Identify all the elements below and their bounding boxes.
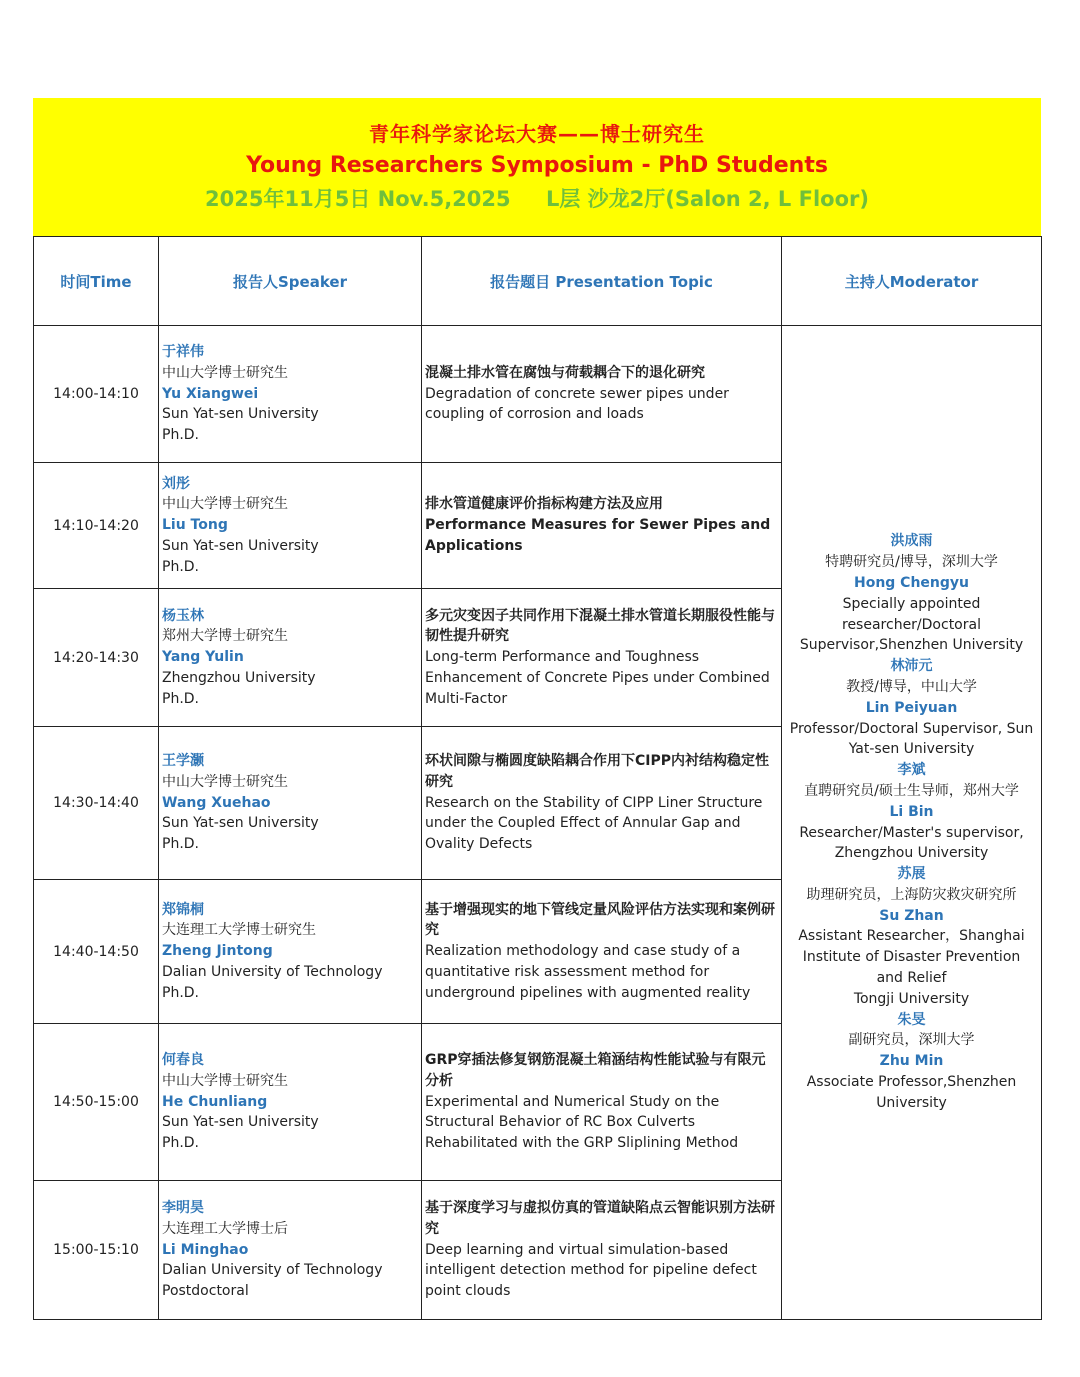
speaker-affiliation-cn: 中山大学博士研究生 xyxy=(162,496,288,513)
moderator-cell xyxy=(782,326,1042,1320)
schedule-table xyxy=(33,236,1042,1320)
time-slot: 14:10-14:20 xyxy=(34,463,159,589)
header-topic: 报告题目 Presentation Topic xyxy=(422,237,782,326)
speaker-name-cn: 于祥伟 xyxy=(162,344,204,360)
topic-en: Deep learning and virtual simulation-based intelligent detection method for pipeline defect point clouds xyxy=(425,1241,757,1300)
topic-en: Research on the Stability of CIPP Liner Structure under the Coupled Effect of Annular Gap and Ovality Defects xyxy=(425,794,763,853)
speaker-degree: Postdoctoral xyxy=(162,1283,249,1300)
topic-en: Realization methodology and case study of a quantitative risk assessment method for underground pipelines with augmented reality xyxy=(425,943,751,1001)
event-date: 2025年11月5日 Nov.5,2025 xyxy=(205,187,511,211)
speaker-name-en: Li Minghao xyxy=(162,1241,249,1258)
time-slot: 14:20-14:30 xyxy=(34,589,159,727)
moderator-name-cn: 李斌 xyxy=(897,762,926,779)
speaker-affiliation-en: Sun Yat-sen University xyxy=(162,1114,319,1131)
speaker-cell xyxy=(159,727,422,880)
speaker-cell xyxy=(159,589,422,727)
speaker-degree: Ph.D. xyxy=(162,836,199,853)
topic-cell xyxy=(422,727,782,880)
speaker-cell xyxy=(159,463,422,589)
speaker-affiliation-en: Dalian University of Technology xyxy=(162,1262,383,1279)
speaker-cell xyxy=(159,880,422,1024)
topic-cn: 混凝土排水管在腐蚀与荷载耦合下的退化研究 xyxy=(425,364,705,381)
header-time: 时间Time xyxy=(34,237,159,326)
speaker-name-cn: 李明昊 xyxy=(162,1200,204,1216)
speaker-affiliation-cn: 大连理工大学博士后 xyxy=(162,1220,288,1237)
speaker-cell xyxy=(159,1181,422,1320)
topic-cell xyxy=(422,463,782,589)
speaker-degree: Ph.D. xyxy=(162,1135,199,1152)
table-header-row xyxy=(34,237,1042,326)
moderator-name-cn: 朱旻 xyxy=(897,1011,926,1028)
speaker-affiliation-en: Dalian University of Technology xyxy=(162,963,383,980)
topic-en: Degradation of concrete sewer pipes under coupling of corrosion and loads xyxy=(425,385,729,423)
speaker-name-cn: 刘彤 xyxy=(162,475,190,492)
date-venue-line xyxy=(33,182,1041,216)
moderator-title-en: Associate Professor,Shenzhen University xyxy=(806,1074,1017,1111)
speaker-name-en: He Chunliang xyxy=(162,1093,268,1110)
time-slot: 14:30-14:40 xyxy=(34,727,159,880)
header-speaker: 报告人Speaker xyxy=(159,237,422,326)
moderator-name-cn: 苏展 xyxy=(897,866,926,883)
speaker-affiliation-cn: 大连理工大学博士研究生 xyxy=(162,922,316,939)
speaker-affiliation-en: Sun Yat-sen University xyxy=(162,815,319,832)
speaker-name-en: Wang Xuehao xyxy=(162,794,271,811)
speaker-degree: Ph.D. xyxy=(162,558,199,575)
topic-cn: 环状间隙与椭圆度缺陷耦合作用下CIPP内衬结构稳定性研究 xyxy=(425,753,770,790)
moderator-title-cn: 特聘研究员/博导，深圳大学 xyxy=(825,554,998,571)
topic-en: Performance Measures for Sewer Pipes and Applications xyxy=(425,517,771,554)
speaker-cell xyxy=(159,326,422,463)
topic-cell xyxy=(422,1024,782,1181)
speaker-name-en: Yang Yulin xyxy=(162,649,244,666)
speaker-name-cn: 王学灏 xyxy=(162,753,204,769)
time-slot: 14:50-15:00 xyxy=(34,1024,159,1181)
topic-cn: 基于增强现实的地下管线定量风险评估方法实现和案例研究 xyxy=(425,901,775,939)
header-moderator: 主持人Moderator xyxy=(782,237,1042,326)
speaker-affiliation-cn: 中山大学博士研究生 xyxy=(162,364,288,381)
moderator-title-en: Professor/Doctoral Supervisor, Sun Yat-sen University xyxy=(789,720,1034,758)
topic-cell xyxy=(422,589,782,727)
moderator-name-en: Lin Peiyuan xyxy=(865,699,958,716)
speaker-name-cn: 何春良 xyxy=(162,1052,204,1068)
time-slot: 14:40-14:50 xyxy=(34,880,159,1024)
topic-cn: GRP穿插法修复钢筋混凝土箱涵结构性能试验与有限元分析 xyxy=(425,1052,766,1089)
time-slot: 15:00-15:10 xyxy=(34,1181,159,1320)
speaker-affiliation-cn: 中山大学博士研究生 xyxy=(162,773,288,790)
event-venue: L层 沙龙2厅(Salon 2, L Floor) xyxy=(545,187,869,211)
speaker-cell xyxy=(159,1024,422,1181)
speaker-degree: Ph.D. xyxy=(162,690,199,707)
moderator-name-en: Zhu Min xyxy=(879,1053,944,1070)
speaker-name-en: Yu Xiangwei xyxy=(162,385,259,402)
topic-cn: 多元灾变因子共同作用下混凝土排水管道长期服役性能与韧性提升研究 xyxy=(425,607,775,645)
moderator-title-en: Specially appointed researcher/Doctoral Supervisor,Shenzhen University xyxy=(799,595,1024,654)
moderator-title-cn: 助理研究员，上海防灾救灾研究所 xyxy=(806,886,1017,903)
moderator-name-cn: 洪成雨 xyxy=(890,533,933,550)
topic-cn: 排水管道健康评价指标构建方法及应用 xyxy=(425,496,663,513)
topic-cell xyxy=(422,326,782,463)
moderator-name-cn: 林沛元 xyxy=(890,658,933,675)
speaker-name-en: Liu Tong xyxy=(162,517,228,534)
topic-en: Long-term Performance and Toughness Enhancement of Concrete Pipes under Combined Multi-Factor xyxy=(425,649,770,707)
moderator-name-en: Hong Chengyu xyxy=(853,574,969,591)
title-banner xyxy=(33,98,1041,236)
topic-cn: 基于深度学习与虚拟仿真的管道缺陷点云智能识别方法研究 xyxy=(425,1200,775,1237)
speaker-name-cn: 杨玉林 xyxy=(162,607,204,624)
speaker-affiliation-en: Sun Yat-sen University xyxy=(162,537,319,554)
topic-en: Experimental and Numerical Study on the Structural Behavior of RC Box Culverts Rehabilitated with the GRP Sliplining Method xyxy=(425,1093,739,1152)
moderator-extra-affiliation: Tongji University xyxy=(853,990,970,1007)
time-slot: 14:00-14:10 xyxy=(34,326,159,463)
speaker-name-cn: 郑锦桐 xyxy=(162,901,204,918)
speaker-affiliation-en: Sun Yat-sen University xyxy=(162,406,319,423)
speaker-degree: Ph.D. xyxy=(162,427,199,444)
moderator-title-cn: 直聘研究员/硕士生导师，郑州大学 xyxy=(804,782,1019,799)
speaker-affiliation-cn: 郑州大学博士研究生 xyxy=(162,628,288,645)
moderator-name-en: Li Bin xyxy=(889,803,934,820)
topic-cell xyxy=(422,880,782,1024)
title-en: Young Researchers Symposium - PhD Students xyxy=(246,153,828,178)
title-cn: 青年科学家论坛大赛——博士研究生 xyxy=(369,122,705,146)
moderator-title-cn: 副研究员，深圳大学 xyxy=(848,1032,975,1049)
table-row xyxy=(34,326,1042,463)
speaker-affiliation-en: Zhengzhou University xyxy=(162,669,316,686)
speaker-degree: Ph.D. xyxy=(162,984,199,1001)
moderator-title-cn: 教授/博导，中山大学 xyxy=(846,678,977,695)
moderator-title-en: Assistant Researcher，Shanghai Institute of Disaster Prevention and Relief xyxy=(798,928,1025,987)
speaker-name-en: Zheng Jintong xyxy=(162,943,273,960)
speaker-affiliation-cn: 中山大学博士研究生 xyxy=(162,1072,288,1089)
moderator-name-en: Su Zhan xyxy=(879,907,944,924)
moderator-title-en: Researcher/Master's supervisor, Zhengzhou University xyxy=(799,824,1024,862)
topic-cell xyxy=(422,1181,782,1320)
